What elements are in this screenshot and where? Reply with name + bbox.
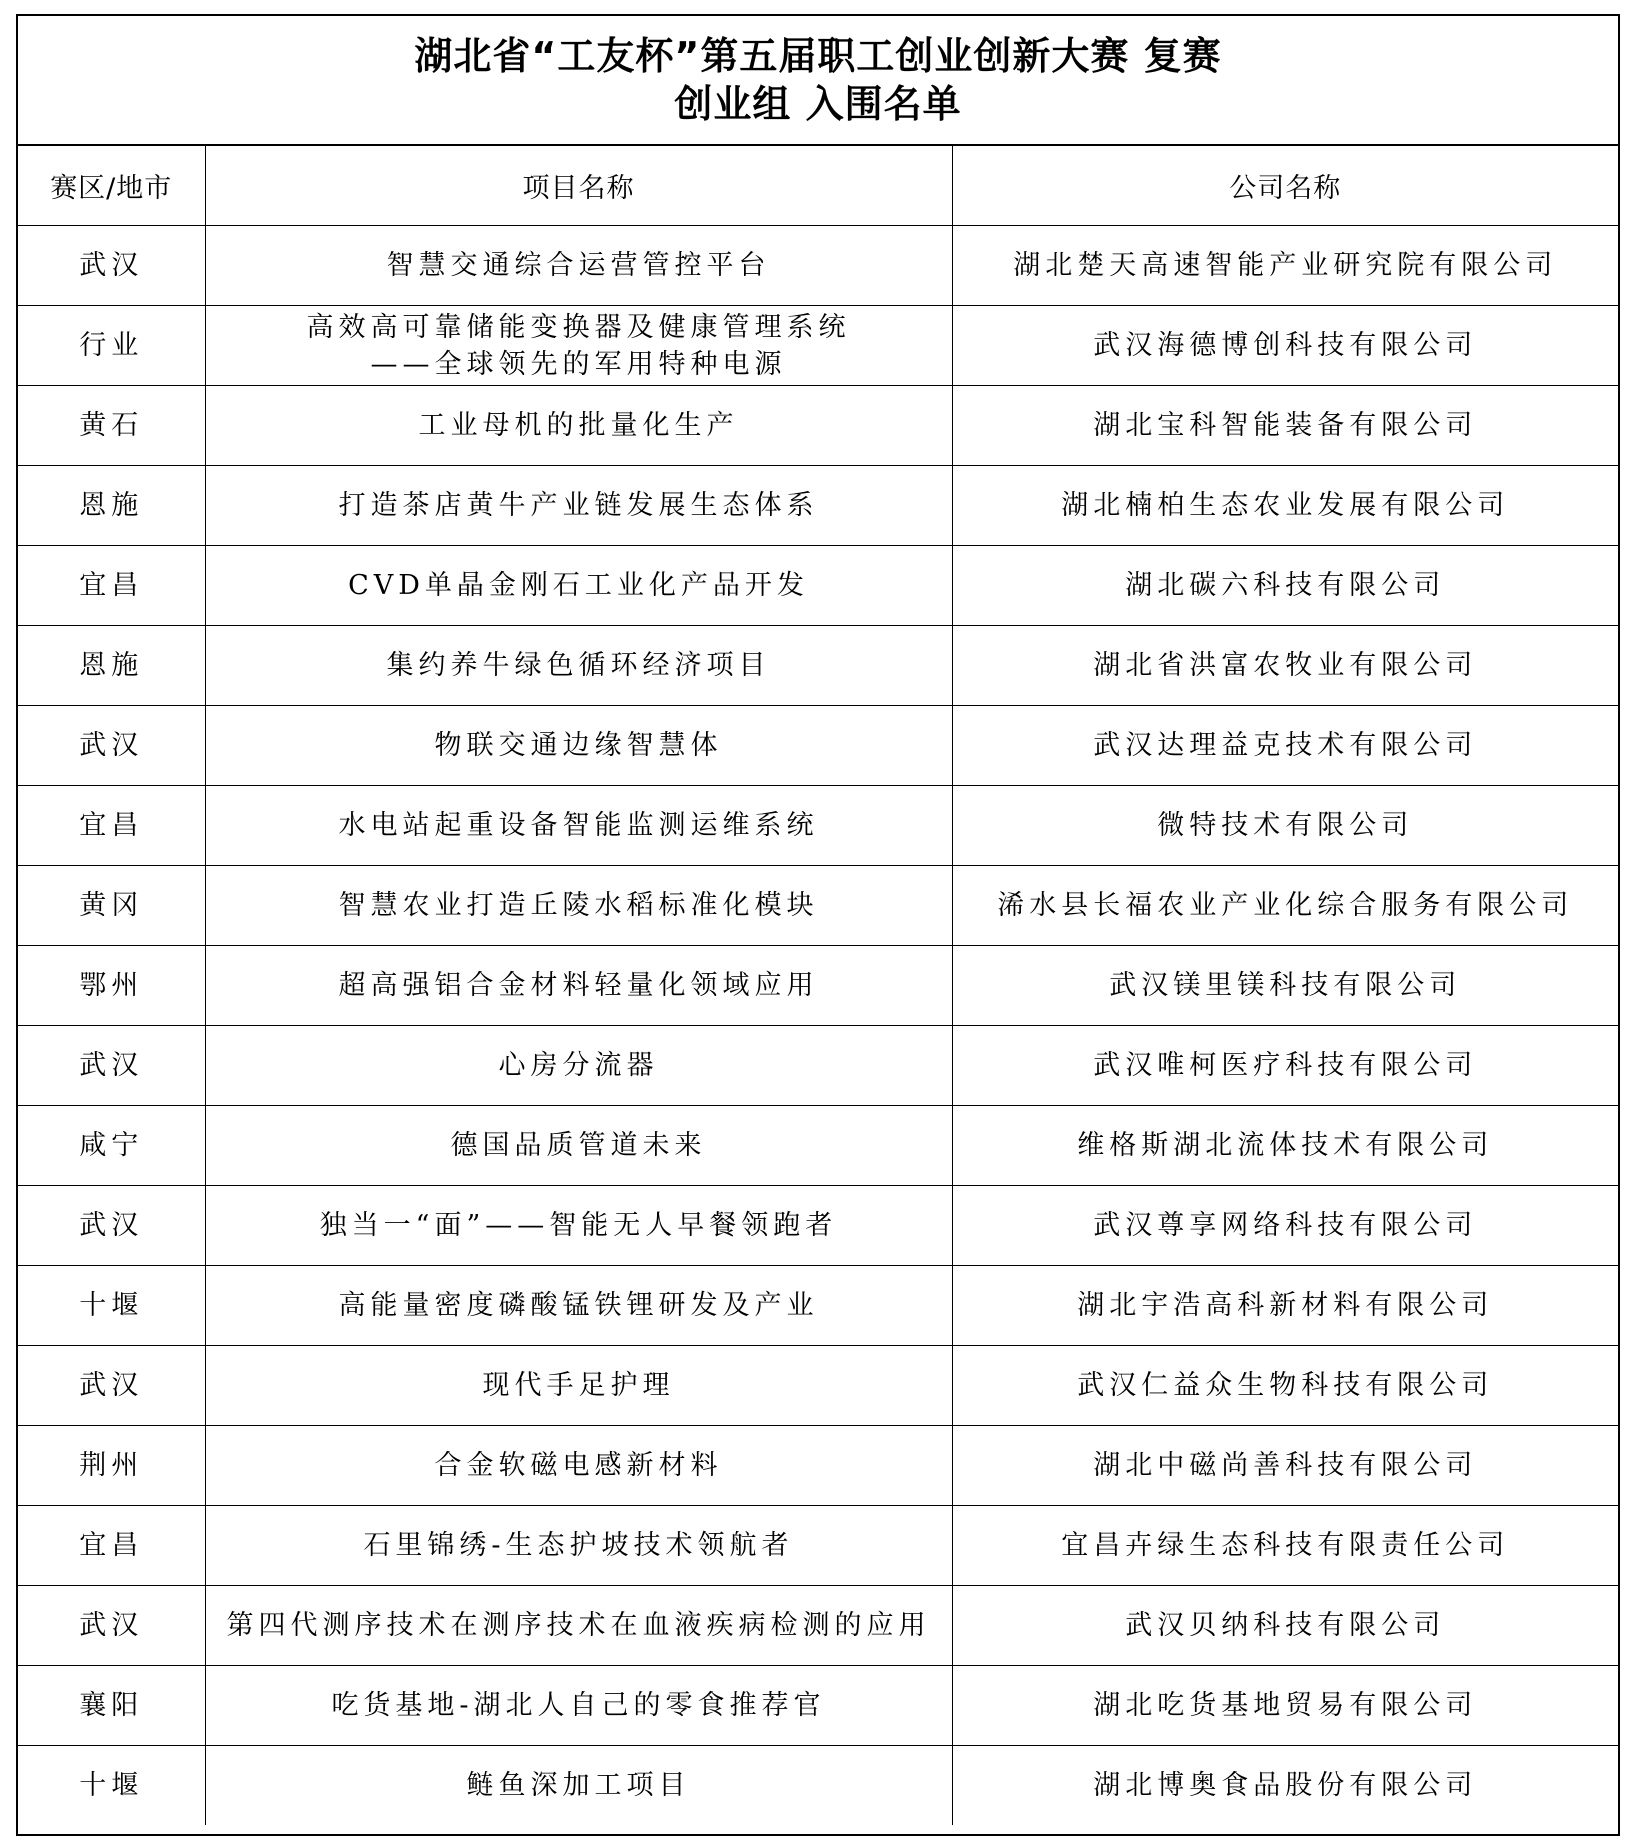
cell-region: 鄂州 <box>18 946 205 1026</box>
cell-project: 集约养牛绿色循环经济项目 <box>205 626 952 706</box>
cell-project: 石里锦绣-生态护坡技术领航者 <box>205 1506 952 1586</box>
cell-company: 维格斯湖北流体技术有限公司 <box>952 1106 1618 1186</box>
cell-project: 现代手足护理 <box>205 1346 952 1426</box>
cell-company: 微特技术有限公司 <box>952 786 1618 866</box>
table-row <box>18 1506 1618 1586</box>
cell-region: 武汉 <box>18 1186 205 1266</box>
table-row <box>18 1266 1618 1346</box>
cell-project: 工业母机的批量化生产 <box>205 386 952 466</box>
cell-company: 武汉仁益众生物科技有限公司 <box>952 1346 1618 1426</box>
cell-project: 智慧交通综合运营管控平台 <box>205 226 952 306</box>
table-row <box>18 626 1618 706</box>
cell-project: 心房分流器 <box>205 1026 952 1106</box>
cell-region: 十堰 <box>18 1746 205 1826</box>
cell-company: 宜昌卉绿生态科技有限责任公司 <box>952 1506 1618 1586</box>
table-row <box>18 1586 1618 1666</box>
cell-company: 武汉贝纳科技有限公司 <box>952 1586 1618 1666</box>
table-row <box>18 1186 1618 1266</box>
table-row <box>18 1346 1618 1426</box>
cell-project: 鲢鱼深加工项目 <box>205 1746 952 1826</box>
cell-company: 武汉达理益克技术有限公司 <box>952 706 1618 786</box>
cell-company: 湖北宇浩高科新材料有限公司 <box>952 1266 1618 1346</box>
table-row <box>18 946 1618 1026</box>
table-row <box>18 706 1618 786</box>
cell-company: 湖北中磁尚善科技有限公司 <box>952 1426 1618 1506</box>
document-subtitle: 创业组 入围名单 <box>674 82 962 126</box>
cell-project: 物联交通边缘智慧体 <box>205 706 952 786</box>
cell-region: 十堰 <box>18 1266 205 1346</box>
cell-company: 湖北楠柏生态农业发展有限公司 <box>952 466 1618 546</box>
cell-region: 黄石 <box>18 386 205 466</box>
header-company: 公司名称 <box>952 146 1618 226</box>
table-row <box>18 546 1618 626</box>
cell-company: 武汉海德博创科技有限公司 <box>952 306 1618 386</box>
cell-project: 吃货基地-湖北人自己的零食推荐官 <box>205 1666 952 1746</box>
shortlist-table <box>18 146 1618 1825</box>
table-row <box>18 1106 1618 1186</box>
table-row <box>18 226 1618 306</box>
cell-company: 武汉镁里镁科技有限公司 <box>952 946 1618 1026</box>
document-title-block <box>18 16 1618 146</box>
cell-region: 武汉 <box>18 1346 205 1426</box>
cell-region: 行业 <box>18 306 205 386</box>
cell-region: 荆州 <box>18 1426 205 1506</box>
cell-company: 湖北宝科智能装备有限公司 <box>952 386 1618 466</box>
cell-company: 武汉唯柯医疗科技有限公司 <box>952 1026 1618 1106</box>
cell-project: 超高强铝合金材料轻量化领域应用 <box>205 946 952 1026</box>
cell-region: 武汉 <box>18 706 205 786</box>
table-row <box>18 786 1618 866</box>
cell-project <box>205 306 952 386</box>
cell-region: 恩施 <box>18 466 205 546</box>
cell-company: 湖北碳六科技有限公司 <box>952 546 1618 626</box>
table-row <box>18 1426 1618 1506</box>
cell-project: 打造茶店黄牛产业链发展生态体系 <box>205 466 952 546</box>
cell-project: 德国品质管道未来 <box>205 1106 952 1186</box>
cell-region: 宜昌 <box>18 786 205 866</box>
cell-region: 襄阳 <box>18 1666 205 1746</box>
table-row <box>18 466 1618 546</box>
document-title: 湖北省“工友杯”第五届职工创业创新大赛 复赛 <box>414 34 1222 78</box>
cell-project: 智慧农业打造丘陵水稻标准化模块 <box>205 866 952 946</box>
cell-region: 武汉 <box>18 226 205 306</box>
cell-company: 湖北吃货基地贸易有限公司 <box>952 1666 1618 1746</box>
cell-company: 浠水县长福农业产业化综合服务有限公司 <box>952 866 1618 946</box>
table-row <box>18 1746 1618 1826</box>
cell-region: 咸宁 <box>18 1106 205 1186</box>
cell-project: 第四代测序技术在测序技术在血液疾病检测的应用 <box>205 1586 952 1666</box>
header-region: 赛区/地市 <box>18 146 205 226</box>
cell-company: 武汉尊享网络科技有限公司 <box>952 1186 1618 1266</box>
cell-project: CVD单晶金刚石工业化产品开发 <box>205 546 952 626</box>
table-row <box>18 1666 1618 1746</box>
table-row <box>18 386 1618 466</box>
project-name-line: 高效高可靠储能变换器及健康管理系统 <box>306 311 851 343</box>
cell-region: 黄冈 <box>18 866 205 946</box>
cell-company: 湖北省洪富农牧业有限公司 <box>952 626 1618 706</box>
shortlist-document <box>16 14 1620 1836</box>
cell-project: 水电站起重设备智能监测运维系统 <box>205 786 952 866</box>
cell-company: 湖北博奥食品股份有限公司 <box>1093 1770 1478 1801</box>
table-body <box>18 226 1618 1826</box>
cell-project: 合金软磁电感新材料 <box>205 1426 952 1506</box>
project-subtitle-line: ——全球领先的军用特种电源 <box>370 348 787 380</box>
table-header-row <box>18 146 1618 226</box>
cell-region: 宜昌 <box>18 546 205 626</box>
cell-project: 高能量密度磷酸锰铁锂研发及产业 <box>205 1266 952 1346</box>
cell-region: 武汉 <box>18 1026 205 1106</box>
table-row <box>18 1026 1618 1106</box>
table-row <box>18 306 1618 386</box>
cell-region: 武汉 <box>18 1586 205 1666</box>
table-row <box>18 866 1618 946</box>
cell-region: 宜昌 <box>18 1506 205 1586</box>
cell-project: 独当一“面”——智能无人早餐领跑者 <box>205 1186 952 1266</box>
cell-company: 湖北楚天高速智能产业研究院有限公司 <box>952 226 1618 306</box>
header-project: 项目名称 <box>205 146 952 226</box>
cell-region: 恩施 <box>18 626 205 706</box>
